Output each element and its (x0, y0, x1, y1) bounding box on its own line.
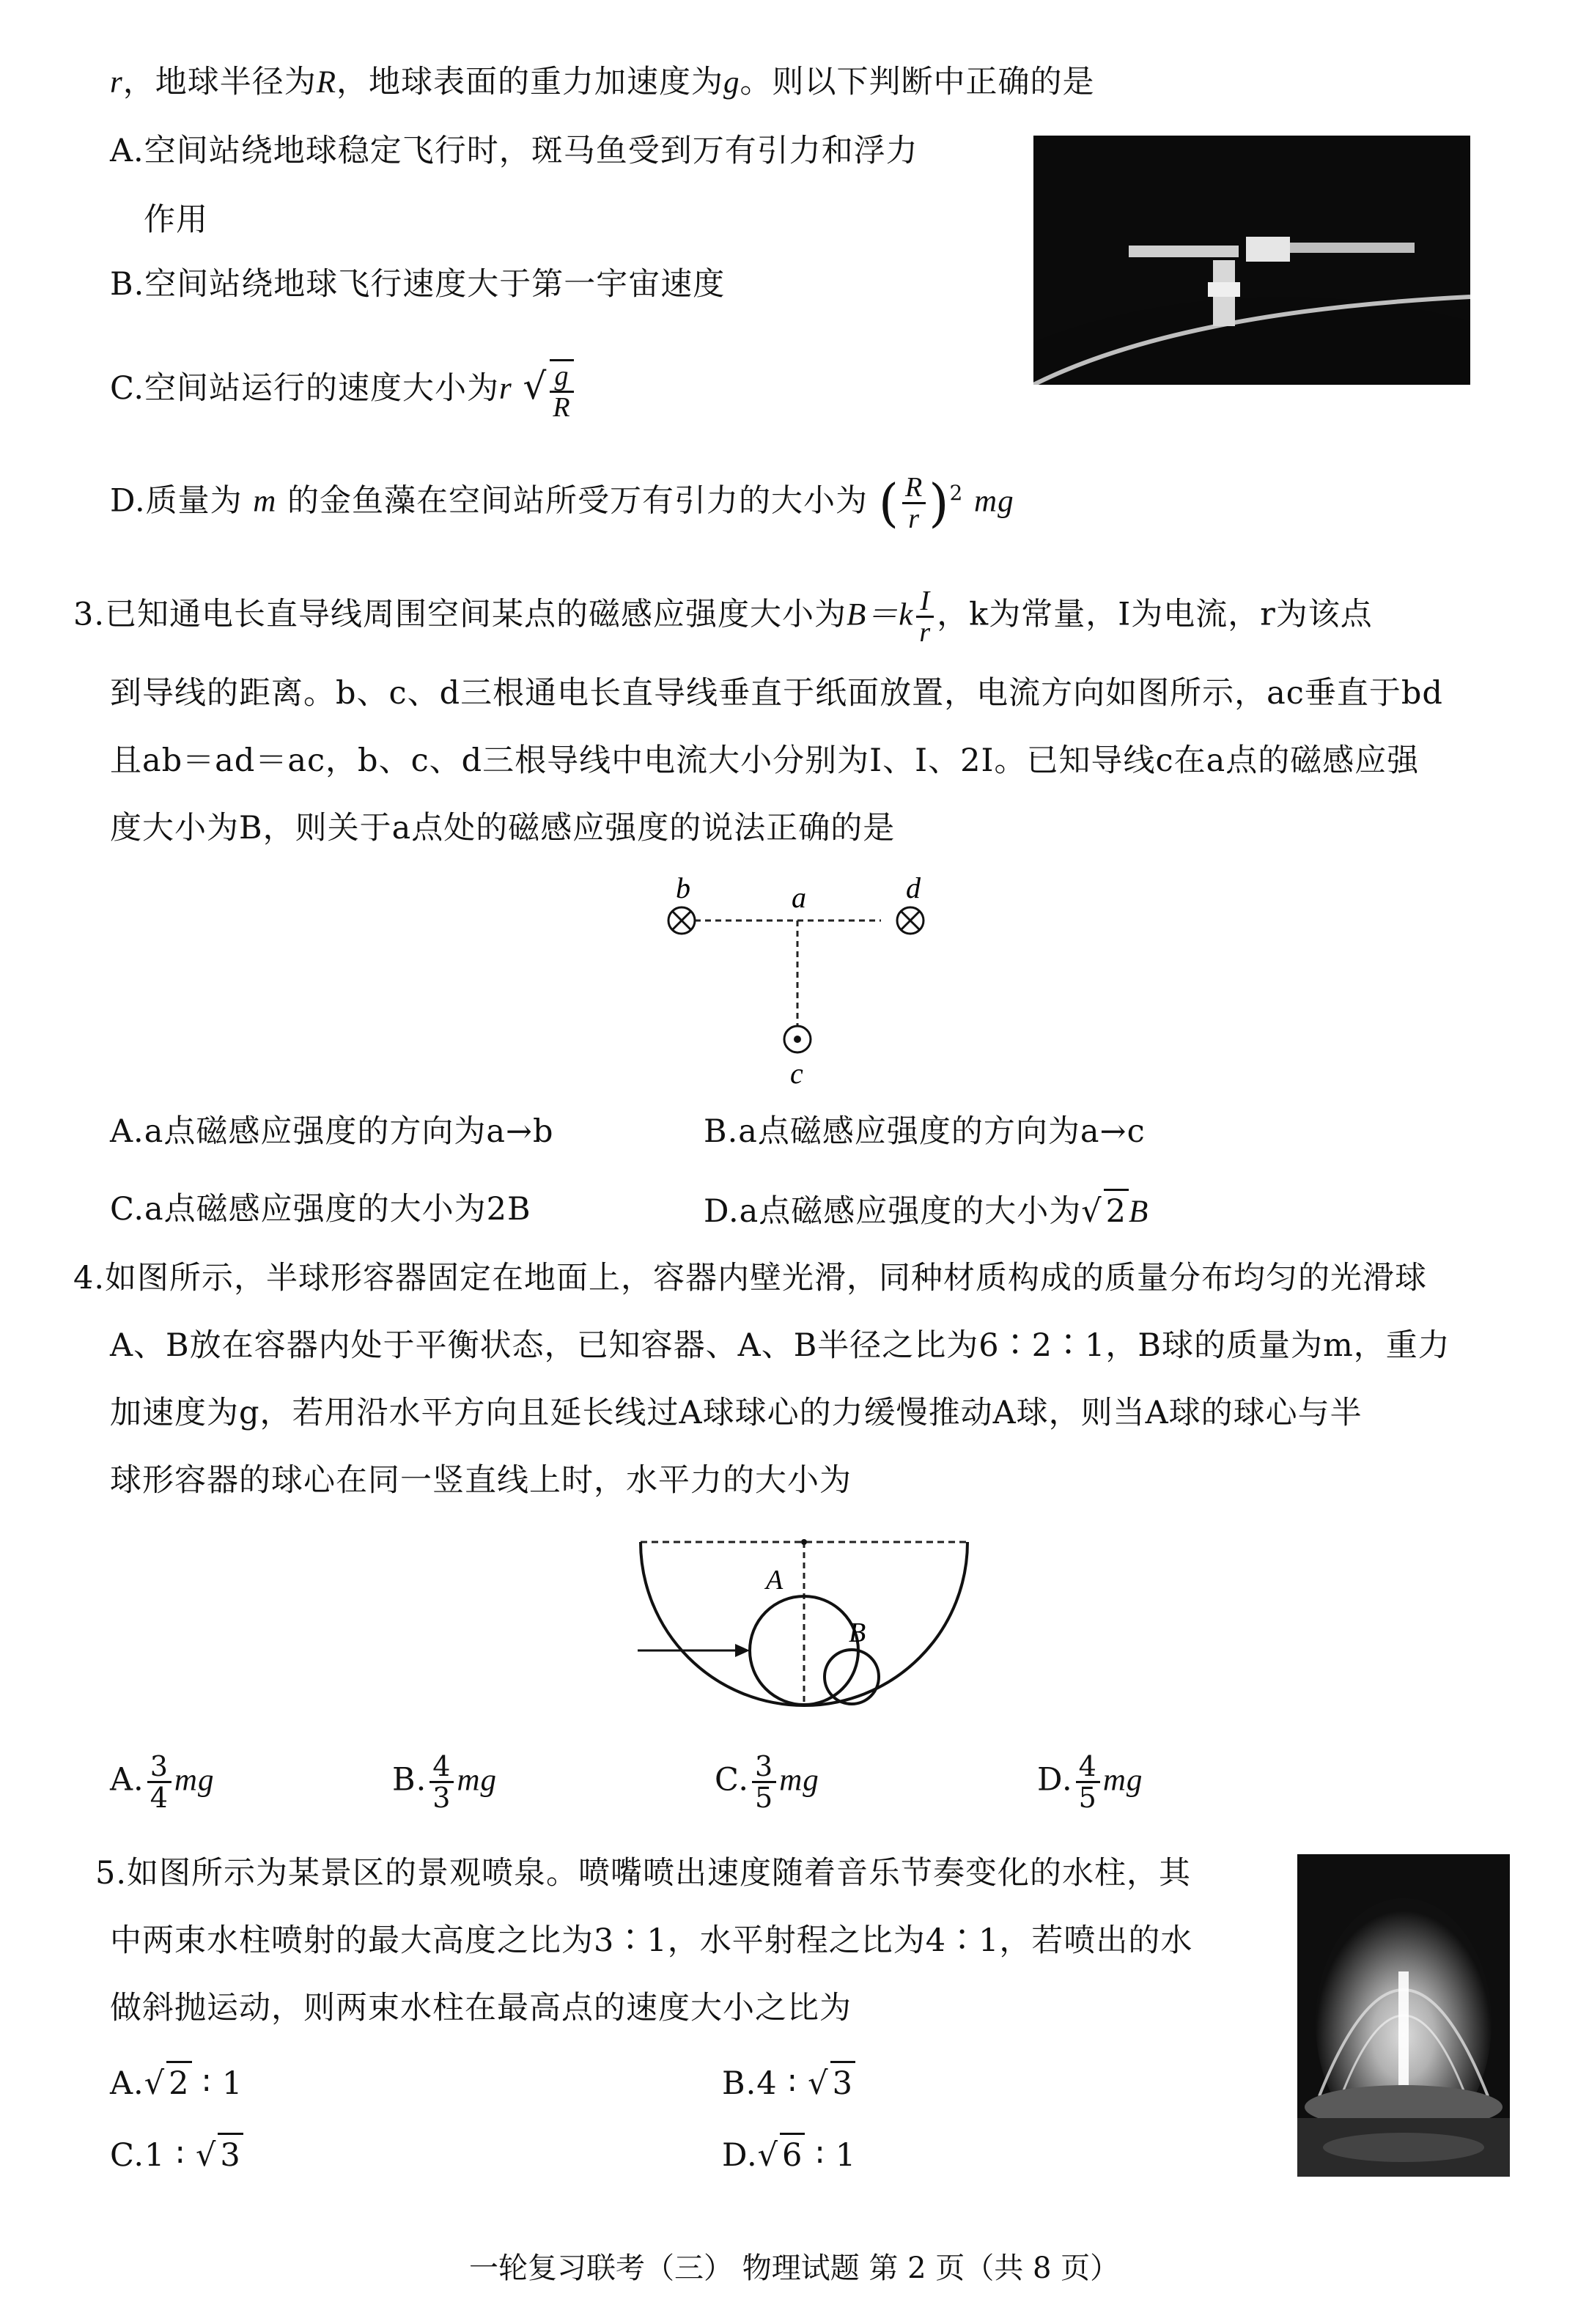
wire-c-out-of-page (784, 1026, 811, 1052)
q3-option-a: A.a点磁感应强度的方向为a→b (110, 1113, 554, 1150)
hemisphere-diagram (630, 1532, 982, 1722)
q4-option-a: A. $\frac{3}{4}$ mg (110, 1750, 215, 1814)
fountain-photo (1297, 1854, 1510, 2177)
q2-option-a-line2: 作用 (144, 202, 208, 238)
q5-option-d: D.√ 6 ∶ 1 (722, 2133, 856, 2176)
q4-line2: A、B放在容器内处于平衡状态，已知容器、A、B半径之比为6∶2∶1，B球的质量为m，重力 (110, 1327, 1450, 1364)
label-B: B (849, 1617, 866, 1648)
q5-line2: 中两束水柱喷射的最大高度之比为3∶1，水平射程之比为4∶1，若喷出的水 (110, 1922, 1193, 1959)
q4-option-c: C. $\frac{3}{5}$ mg (715, 1750, 819, 1814)
q5-line1: 5.如图所示为某景区的景观喷泉。喷嘴喷出速度随着音乐节奏变化的水柱，其 (95, 1855, 1192, 1892)
q4-line4: 球形容器的球心在同一竖直线上时，水平力的大小为 (110, 1462, 852, 1499)
q2-option-a-line1: A.空间站绕地球稳定飞行时，斑马鱼受到万有引力和浮力 (110, 133, 918, 169)
wire-d-into-page (897, 907, 923, 934)
q3-line3: 且ab＝ad＝ac，b、c、d三根导线中电流大小分别为I、I、2I。已知导线c在a点的磁感应强 (110, 742, 1420, 779)
page-footer: 一轮复习联考（三） 物理试题 第 2 页（共 8 页） (469, 2251, 1120, 2285)
q2-option-b: B.空间站绕地球飞行速度大于第一宇宙速度 (110, 266, 726, 303)
q5-option-a: A.√ 2 ∶ 1 (110, 2061, 243, 2104)
label-b: b (676, 872, 690, 904)
label-c: c (790, 1057, 803, 1090)
q4-option-d: D. $\frac{4}{5}$ mg (1037, 1750, 1143, 1814)
q3-line4: 度大小为B，则关于a点处的磁感应强度的说法正确的是 (110, 810, 896, 846)
q3-line1: 3.已知通电长直导线周围空间某点的磁感应强度大小为B＝k $\frac{I}{r}$ ，k为常量，I为电流，r为该点 (73, 586, 1373, 648)
q5-line3: 做斜抛运动，则两束水柱在最高点的速度大小之比为 (110, 1990, 852, 2026)
q3-line2: 到导线的距离。b、c、d三根通电长直导线垂直于纸面放置，电流方向如图所示，ac垂直于bd (110, 675, 1443, 712)
space-station-photo (1033, 136, 1470, 385)
q5-option-b: B.4 ∶ √ 3 (722, 2061, 855, 2104)
label-A: A (766, 1565, 784, 1596)
label-d: d (906, 872, 921, 904)
q4-line1: 4.如图所示，半球形容器固定在地面上，容器内壁光滑，同种材质构成的质量分布均匀的光滑球 (73, 1260, 1428, 1296)
q2-stem-tail: r，地球半径为R，地球表面的重力加速度为g。则以下判断中正确的是 (110, 64, 1095, 100)
q3-option-c: C.a点磁感应强度的大小为2B (110, 1191, 531, 1228)
wire-b-into-page (668, 907, 695, 934)
q4-option-b: B. $\frac{4}{3}$ mg (392, 1750, 498, 1814)
label-a: a (792, 881, 806, 914)
q2-option-d: D.质量为 m 的金鱼藻在空间站所受万有引力的大小为 ( $\frac{R}{r}$ )$^2$ mg (110, 472, 1014, 534)
q3-option-b: B.a点磁感应强度的方向为a→c (704, 1113, 1146, 1150)
q3-option-d: D.a点磁感应强度的大小为√ 2B (704, 1189, 1149, 1233)
q5-option-c: C.1 ∶ √ 3 (110, 2133, 243, 2176)
wire-diagram (645, 872, 938, 1092)
q2-option-c: C.空间站运行的速度大小为r √ $\frac{g}{R}$ (110, 359, 577, 422)
q4-line3: 加速度为g，若用沿水平方向且延长线过A球球心的力缓慢推动A球，则当A球的球心与半 (110, 1395, 1363, 1431)
